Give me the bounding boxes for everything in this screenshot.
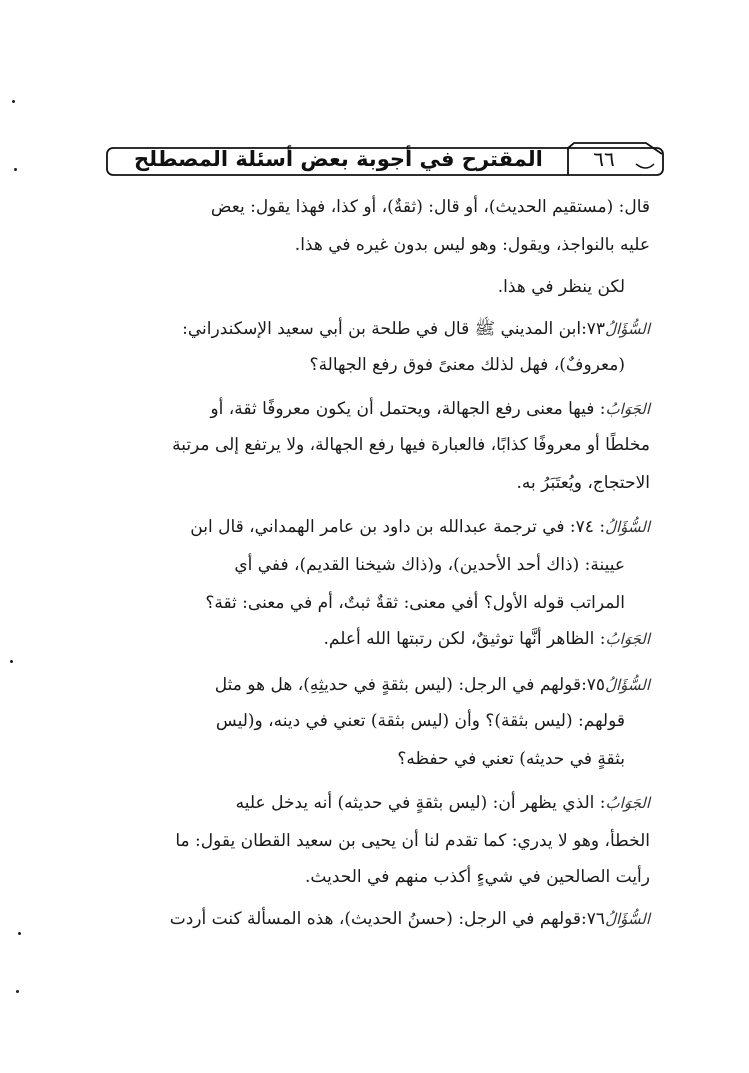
question-73-line: (معروفٌ)، فهل لذلك معنىً فوق رفع الجهالة؟ (309, 355, 625, 375)
question-label: السُّؤَالُ (605, 676, 650, 694)
question-75-line: بثقةٍ في حديثه) تعني في حفظه؟ (397, 749, 625, 769)
answer-73-line: مخلطًا أو معروفًا كذابًا، فالعبارة فيها رفع الجهالة، ولا يرتفع إلى مرتبة (172, 435, 650, 455)
answer-73-line: الجَوَابُ: فيها معنى رفع الجهالة، ويحتمل أن يكون معروفًا ثقة، أو (210, 399, 650, 419)
answer-label: الجَوَابُ (605, 630, 650, 648)
scan-speck (16, 990, 19, 993)
text-line: عليه بالنواجذ، ويقول: وهو ليس بدون غيره في هذا. (294, 235, 650, 255)
question-label: السُّؤَالُ (605, 320, 650, 338)
running-header (106, 142, 664, 176)
answer-label: الجَوَابُ (605, 400, 650, 418)
answer-75-line: رأيت الصالحين في شيءٍ أكذب منهم في الحديث. (305, 867, 650, 887)
scan-speck (18, 932, 21, 935)
question-74-line: المراتب قوله الأول؟ أفي معنى: ثقةٌ ثبتٌ، أم في معنى: ثقة؟ (205, 593, 625, 613)
answer-73-line: الاحتجاج، ويُعتَبَرُ به. (516, 473, 650, 493)
question-73-line: السُّؤَالُ٧٣:ابن المديني ﷺ قال في طلحة بن أبي سعيد الإسكندراني: (182, 319, 650, 339)
question-74-line: السُّؤَالُ: ٧٤: في ترجمة عبدالله بن داود بن عامر الهمداني، قال ابن (190, 517, 650, 537)
question-label: السُّؤَالُ (605, 910, 650, 928)
answer-label: الجَوَابُ (605, 794, 650, 812)
scan-speck (14, 168, 17, 171)
scan-speck (10, 660, 13, 663)
scan-speck (12, 100, 15, 103)
question-label: السُّؤَالُ (605, 518, 650, 536)
answer-75-line: الجَوَابُ: الذي يظهر أن: (ليس بثقةٍ في حديثه) أنه يدخل عليه (235, 793, 650, 813)
question-76-line: السُّؤَالُ٧٦:قولهم في الرجل: (حسنُ الحديث)، هذه المسألة كنت أردت (169, 909, 650, 929)
book-title: المقترح في أجوبة بعض أسئلة المصطلح (134, 147, 543, 171)
question-75-line: السُّؤَالُ٧٥:قولهم في الرجل: (ليس بثقةٍ في حديثِهِ)، هل هو مثل (214, 675, 650, 695)
page-number: ٦٦ (593, 147, 615, 171)
text-line: قال: (مستقيم الحديث)، أو قال: (ثقةٌ)، أو كذا، فهذا يقول: يعض (210, 197, 650, 217)
question-75-line: قولهم: (ليس بثقة)؟ وأن (ليس بثقة) تعني في دينه، و(ليس (215, 711, 625, 731)
answer-75-line: الخطأ، وهو لا يدري: كما تقدم لنا أن يحيى بن سعيد القطان يقول: ما (175, 831, 650, 851)
question-74-line: عيينة: (ذاك أحد الأحدين)، و(ذاك شيخنا القديم)، ففي أي (234, 555, 625, 575)
text-line: لكن ينظر في هذا. (497, 277, 625, 297)
answer-74-line: الجَوَابُ: الظاهر أنَّها توثيقٌ، لكن رتبتها الله أعلم. (323, 629, 650, 649)
